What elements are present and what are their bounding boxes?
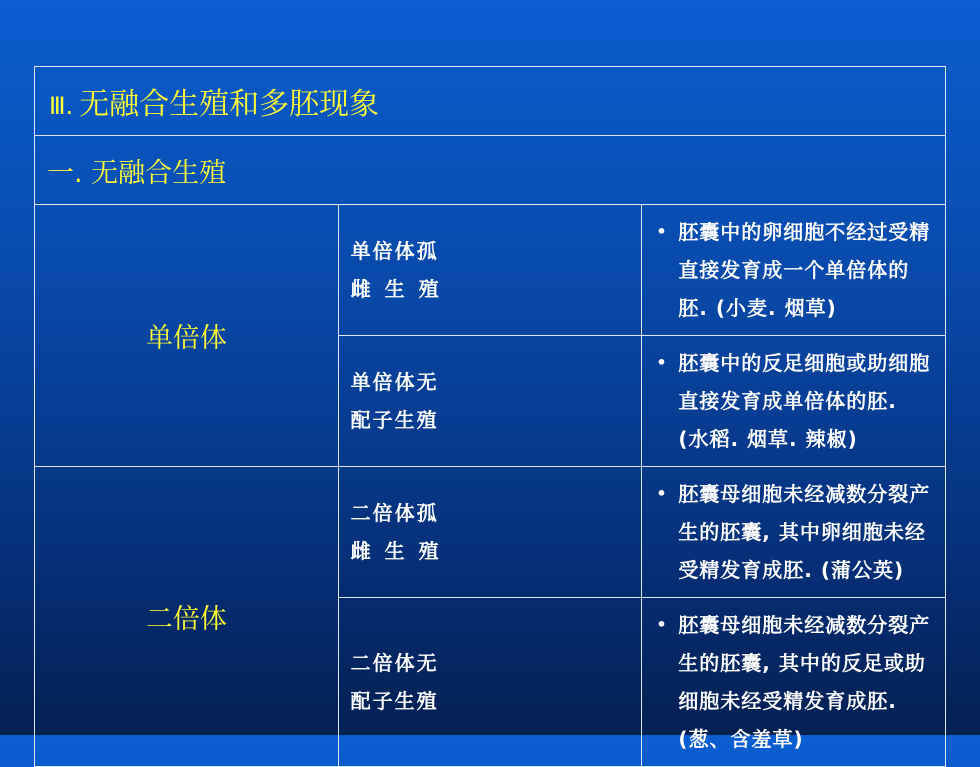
subtitle-row: [35, 136, 946, 205]
description-cell: [642, 598, 946, 767]
bullet-icon: •: [656, 222, 668, 241]
description-text: 胚囊中的反足细胞或助细胞直接发育成单倍体的胚. (水稻. 烟草. 辣椒): [678, 351, 931, 451]
mode-line2: 雌生殖: [350, 539, 453, 563]
bullet-icon: •: [656, 615, 668, 634]
mode-cell: [338, 598, 642, 767]
description-text: 胚囊母细胞未经减数分裂产生的胚囊, 其中的反足或助细胞未经受精发育成胚. (葱、含羞草): [678, 613, 931, 751]
mode-line2: 配子生殖: [350, 689, 439, 713]
section-number: Ⅲ.: [49, 92, 74, 120]
mode-cell: [338, 336, 642, 467]
bullet-icon: •: [656, 484, 668, 503]
description-cell: [642, 336, 946, 467]
mode-line1: 单倍体孤: [350, 239, 439, 263]
mode-line2: 雌生殖: [350, 277, 453, 301]
group-label-haploid: 单倍体: [35, 205, 339, 467]
mode-cell: [338, 205, 642, 336]
slide-content: [34, 66, 946, 767]
section-subtitle: 一. 无融合生殖: [47, 157, 227, 189]
title-row: [35, 67, 946, 136]
mode-line2: 配子生殖: [350, 408, 439, 432]
apomixis-table: [34, 66, 946, 767]
table-row: [35, 467, 946, 598]
bullet-icon: •: [656, 353, 668, 372]
description-text: 胚囊中的卵细胞不经过受精直接发育成一个单倍体的胚. (小麦. 烟草): [678, 220, 931, 320]
title-cell: [35, 67, 946, 136]
mode-line1: 二倍体无: [350, 651, 439, 675]
mode-line1: 单倍体无: [350, 370, 439, 394]
page-title: 无融合生殖和多胚现象: [79, 87, 380, 122]
subtitle-cell: [35, 136, 946, 205]
table-row: [35, 205, 946, 336]
group-label-diploid: 二倍体: [35, 467, 339, 767]
description-text: 胚囊母细胞未经减数分裂产生的胚囊, 其中卵细胞未经受精发育成胚. (蒲公英): [678, 482, 931, 582]
description-cell: [642, 467, 946, 598]
description-cell: [642, 205, 946, 336]
mode-line1: 二倍体孤: [350, 501, 439, 525]
mode-cell: [338, 467, 642, 598]
